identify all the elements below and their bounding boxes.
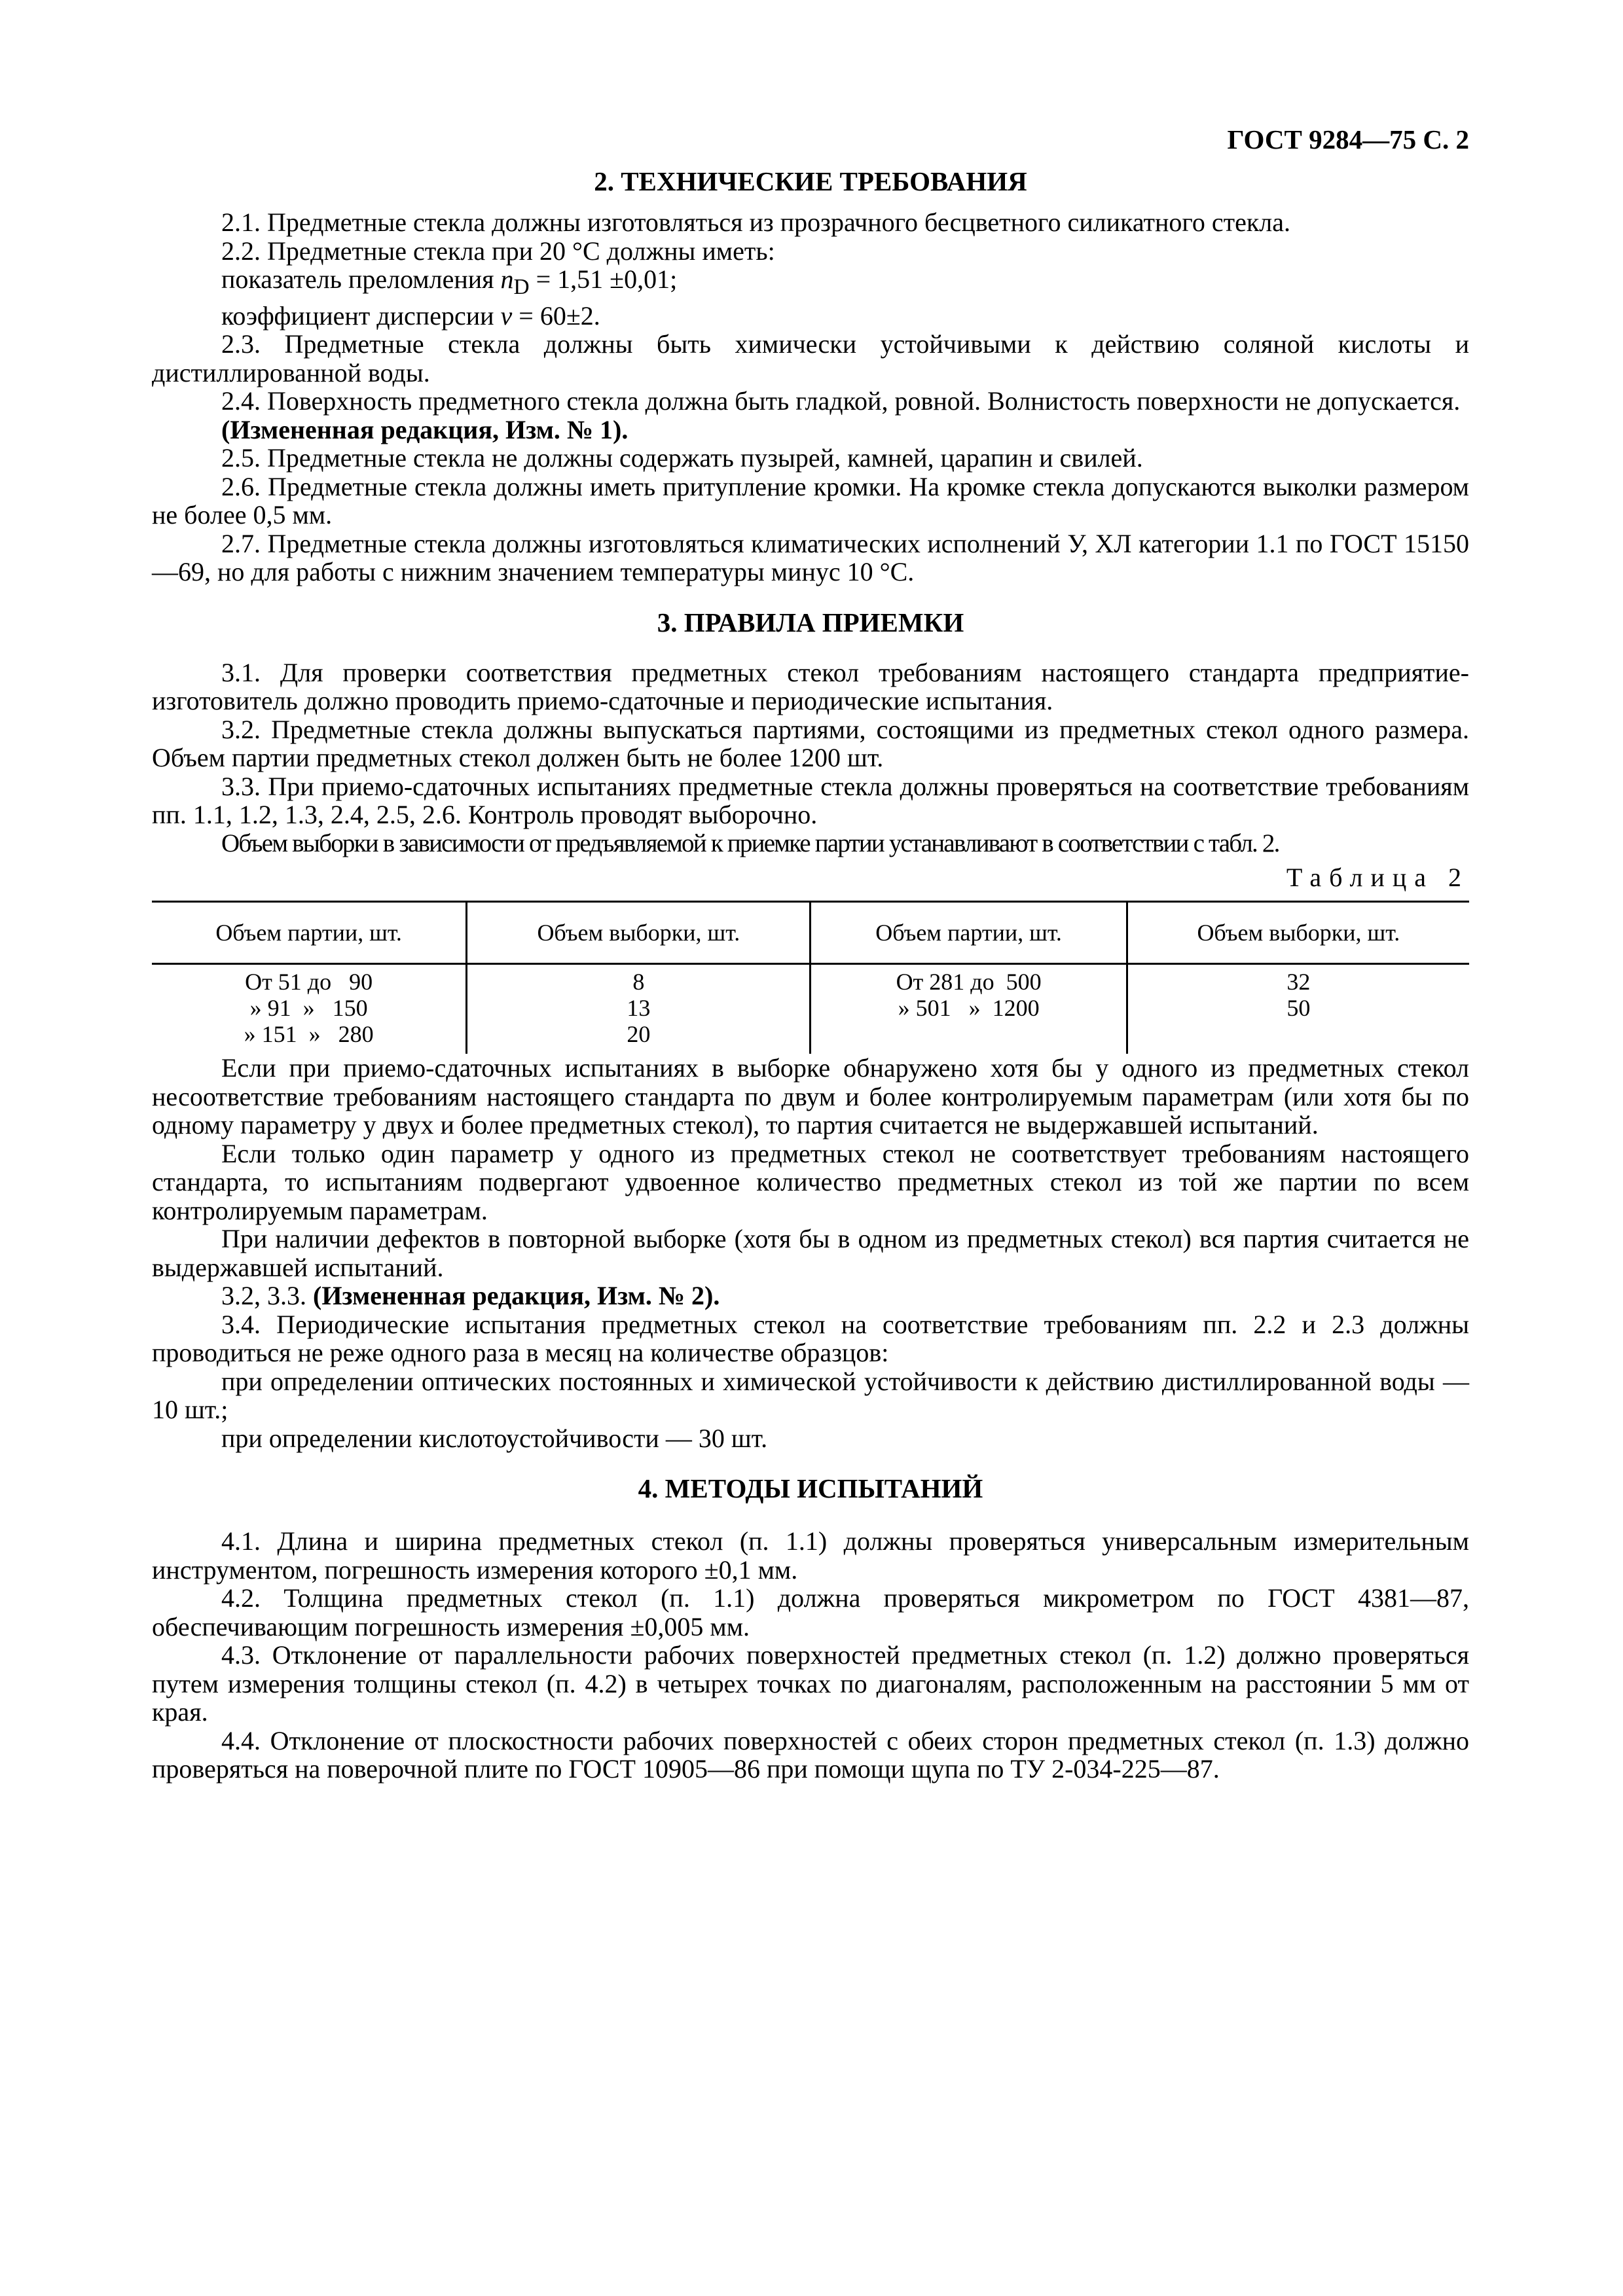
table-cell: » 501 » 1200 (898, 995, 1040, 1021)
lot-size-column-1 (152, 964, 467, 1054)
sample-size-column-1 (467, 964, 811, 1054)
table-cell: 13 (627, 995, 651, 1021)
header-sample-size-1: Объем выборки, шт. (467, 902, 811, 964)
table-cell: 50 (1286, 995, 1311, 1021)
clause-2-5: 2.5. Предметные стекла не должны содержать пузырей, камней, царапин и свилей. (221, 443, 1143, 473)
table-cell: 32 (1286, 969, 1311, 995)
rejection-rule-1: Если при приемо-сдаточных испытаниях в выборке обнаружено хотя бы у одного из предметных стекол несоответствие требованиям настоящего стандарта по двум и более контролируемым параметрам (или хотя бы по одному параметру у двух и более предметных стекол), то партия считается не выдержавшей испытаний. (152, 1053, 1469, 1139)
table-cell: 8 (632, 969, 645, 995)
amendment-1-note: (Измененная редакция, Изм. № 1). (221, 414, 629, 444)
table-cell: » 151 » 280 (244, 1021, 374, 1047)
clause-3-3: 3.3. При приемо-сдаточных испытаниях предметные стекла должны проверяться на соответствие требованиям пп. 1.1, 1.2, 1.3, 2.4, 2.5, 2.6. Контроль проводят выборочно. (152, 771, 1469, 829)
header-lot-size-2: Объем партии, шт. (811, 902, 1127, 964)
clause-4-4: 4.4. Отклонение от плоскостности рабочих поверхностей с обеих сторон предметных стекол (п. 1.3) должно проверяться на поверочной плите по ГОСТ 10905—86 при помощи щупа по ТУ 2-034-225—87. (152, 1725, 1469, 1784)
dispersion-symbol: ν (500, 300, 513, 331)
table-2 (152, 901, 1469, 1054)
amendment-2-prefix: 3.2, 3.3. (221, 1281, 313, 1310)
clause-3-2: 3.2. Предметные стекла должны выпускаться партиями, состоящими из предметных стекол одного размера. Объем партии предметных стекол должен быть не более 1200 шт. (152, 714, 1469, 772)
amendment-2-text: (Измененная редакция, Изм. № 2). (313, 1281, 720, 1310)
clause-3-4-item-a: при определении оптических постоянных и химической устойчивости к действию дистиллированной воды — 10 шт.; (152, 1366, 1469, 1424)
clause-3-1: 3.1. Для проверки соответствия предметных стекол требованиям настоящего стандарта предприятие-изготовитель должно проводить приемо-сдаточные и периодические испытания. (152, 657, 1469, 715)
header-lot-size-1: Объем партии, шт. (152, 902, 467, 964)
clause-2-4: 2.4. Поверхность предметного стекла должна быть гладкой, ровной. Волнистость поверхности не допускается. (221, 386, 1461, 416)
clause-2-2: 2.2. Предметные стекла при 20 °С должны иметь: (221, 236, 775, 266)
clause-2-6: 2.6. Предметные стекла должны иметь притупление кромки. На кромке стекла допускаются выколки размером не более 0,5 мм. (152, 471, 1469, 529)
page-header: ГОСТ 9284—75 С. 2 (1227, 124, 1469, 154)
section-3-title: 3. ПРАВИЛА ПРИЕМКИ (657, 607, 964, 637)
header-sample-size-2: Объем выборки, шт. (1127, 902, 1469, 964)
dispersion-label: коэффициент дисперсии (221, 300, 501, 331)
sample-size-column-2 (1127, 964, 1469, 1054)
clause-4-1: 4.1. Длина и ширина предметных стекол (п. 1.1) должны проверяться универсальным измерительным инструментом, погрешность измерения которого ±0,1 мм. (152, 1526, 1469, 1585)
clause-4-2: 4.2. Толщина предметных стекол (п. 1.1) должна проверяться микрометром по ГОСТ 4381—87, обеспечивающим погрешность измерения ±0,005 мм. (152, 1583, 1469, 1641)
refraction-symbol: n (500, 264, 514, 294)
clause-2-3: 2.3. Предметные стекла должны быть химически устойчивыми к действию соляной кислоты и дистиллированной воды. (152, 329, 1469, 387)
table-cell: От 51 до 90 (245, 969, 373, 995)
refraction-value: = 1,51 ±0,01; (529, 264, 678, 294)
lot-size-column-2 (811, 964, 1127, 1054)
refraction-label: показатель преломления (221, 264, 501, 294)
table-header-row (152, 902, 1469, 964)
table-cell: 20 (627, 1021, 651, 1047)
dispersion-value: = 60±2. (512, 300, 600, 331)
refraction-index-line (152, 265, 1469, 302)
clause-4-3: 4.3. Отклонение от параллельности рабочих поверхностей предметных стекол (п. 1.2) должно проверяться путем измерения толщины стекол (п. 4.2) в четырех точках по диагоналям, расположенным на расстоянии 5 мм от края. (152, 1640, 1469, 1727)
amendment-2-note (152, 1282, 1469, 1310)
clause-2-7: 2.7. Предметные стекла должны изготовляться климатических исполнений У, ХЛ категории 1.1 по ГОСТ 15150—69, но для работы с нижним значением температуры минус 10 °С. (152, 528, 1469, 586)
table-cell: От 281 до 500 (896, 969, 1042, 995)
section-4-title: 4. МЕТОДЫ ИСПЫТАНИЙ (638, 1473, 983, 1503)
clause-3-4: 3.4. Периодические испытания предметных стекол на соответствие требованиям пп. 2.2 и 2.3 должны проводиться не реже одного раза в месяц на количестве образцов: (152, 1309, 1469, 1367)
sample-size-note: Объем выборки в зависимости от предъявляемой к приемке партии устанавливают в соответствии с табл. 2. (221, 829, 1279, 857)
table-caption: Таблица 2 (1286, 863, 1469, 892)
refraction-subscript: D (513, 275, 530, 299)
table-row (152, 964, 1469, 1054)
dispersion-line (152, 302, 1469, 331)
section-2-title: 2. ТЕХНИЧЕСКИЕ ТРЕБОВАНИЯ (594, 166, 1027, 196)
document-page (152, 124, 1469, 1784)
rejection-rule-2: Если только один параметр у одного из предметных стекол не соответствует требованиям настоящего стандарта, то испытаниям подвергают удвоенное количество предметных стекол из той же партии по всем контролируемым параметрам. (152, 1138, 1469, 1225)
clause-3-4-item-b: при определении кислотоустойчивости — 30 шт. (221, 1423, 768, 1453)
rejection-rule-3: При наличии дефектов в повторной выборке (хотя бы в одном из предметных стекол) вся партия считается не выдержавшей испытаний. (152, 1224, 1469, 1282)
table-cell: » 91 » 150 (249, 995, 368, 1021)
clause-2-1: 2.1. Предметные стекла должны изготовляться из прозрачного бесцветного силикатного стекла. (221, 207, 1290, 237)
